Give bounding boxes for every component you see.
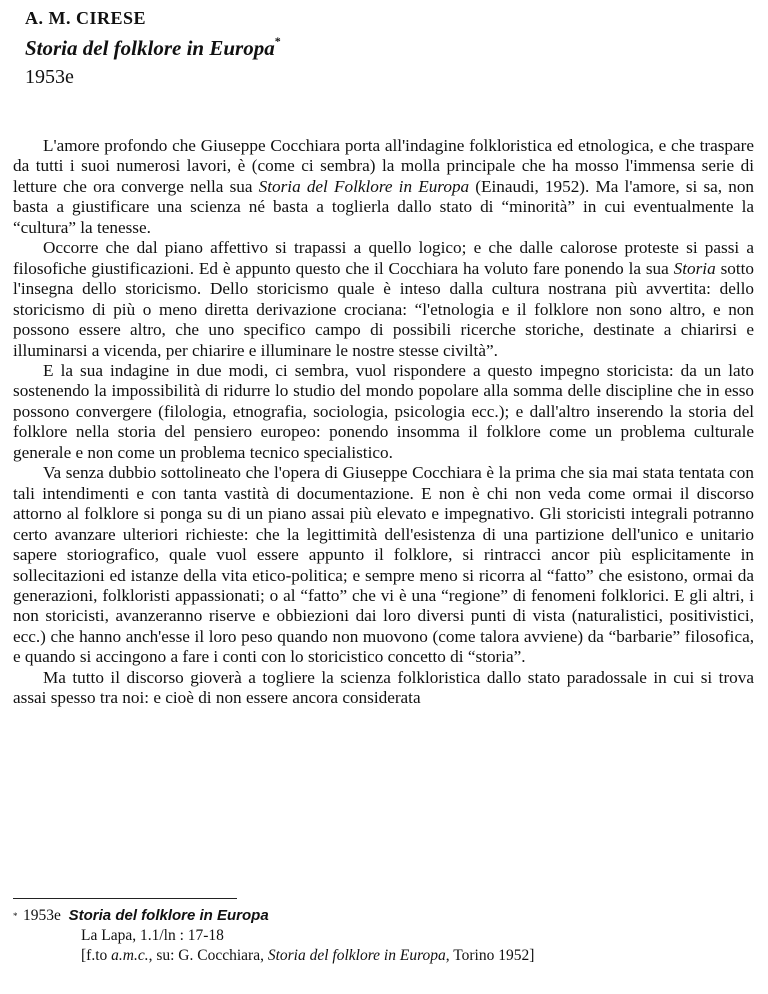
- paragraph-5: Ma tutto il discorso gioverà a togliere la scienza folkloristica dallo stato paradossale in cui si trova assai spesso tra noi: e cioè di non essere ancora considerata: [13, 667, 754, 708]
- article-body: [13, 136, 754, 709]
- paragraph-2: Occorre che dal piano affettivo si trapassi a quello logico; e che dalle calorose proteste si passi a filosofiche giustificazioni. Ed è appunto questo che il Cocchiara ha voluto fare ponendo la sua Storia sotto l'insegna dello storicismo. Dello storicismo quale è inteso dalla cultura nostrana più avvertita: dello storicismo di più o meno diretta derivazione crociana: “l'etnologia e il folklore non sono altro, e non possono essere altro, che uno specifico campo di possibili ricerche storiche, destinate a chiarirsi e illuminarsi a vicenda, per chiarire e illuminare le nostre stesse civiltà”.: [13, 238, 754, 360]
- article-title-text: Storia del folklore in Europa: [25, 36, 275, 60]
- footnote-mark-ref: *: [274, 34, 281, 48]
- footnote-line-2: La Lapa, 1.1/ln : 17-18: [81, 927, 224, 944]
- author-name: A. M. CIRESE: [25, 8, 147, 28]
- footnote-mark: *: [13, 911, 18, 921]
- footnote-year: 1953e: [23, 907, 61, 924]
- footnote-separator: [13, 898, 237, 899]
- article-year: 1953e: [25, 66, 74, 88]
- paragraph-1: L'amore profondo che Giuseppe Cocchiara porta all'indagine folkloristica ed etnologica, e che traspare da tutti i suoi numerosi lavori, è (come ci sembra) la molla principale che ha mosso l'immensa serie di letture che ora converge nella sua Storia del Folklore in Europa (Einaudi, 1952). Ma l'amore, si sa, non basta a giustificare una scienza né basta a toglierla dallo stato di “minorità” in cui eventualmente la “cultura” la tenesse.: [13, 136, 755, 237]
- footnote-line-1: [23, 906, 269, 926]
- paragraph-3: E la sua indagine in due modi, ci sembra, vuol rispondere a questo impegno storicista: da un lato sostenendo la impossibilità di ridurre lo studio del mondo popolare alla somma delle discipline che in esso possono convergere (filologia, etnografia, sociologia, psicologia ecc.); e dall'altro inserendo la storia del folklore nella storia del pensiero europeo: ponendo insomma il folklore come un problema culturale generale e non come un problema tecnico specialistico.: [13, 360, 754, 462]
- article-title: [25, 36, 281, 61]
- paragraph-4: Va senza dubbio sottolineato che l'opera di Giuseppe Cocchiara è la prima che sia mai stata tentata con tali intendimenti e con tanta vastità di documentazione. E non è chi non veda come ormai il discorso attorno al folklore si ponga su di un piano assai più elevato e impegnativo. Gli storicisti integrali potranno certo avanzare ulteriori richieste: che la legittimità dell'esistenza di una partizione dell'unico e unitario sapere storiografico, quale vuol essere appunto il folklore, si rintracci ancor più esplicitamente in sollecitazioni ed istanze della vita etico-politica; e sempre meno si ricorra al “fatto” che esistono, ormai da generazioni, folkloristi appassionati; o al “fatto” che vi è una “regione” di fenomeni folklorici. E gli altri, i non storicisti, avanzeranno riserve e obbiezioni dai loro diversi punti di vista (naturalistici, positivistici, ecc.) che hanno anch'esse il loro peso quando non muovono (come talora avviene) da “barbarie” filosofica, e quando si accingono a fare i conti con lo storicistico concetto di “storia”.: [13, 463, 754, 667]
- footnote-line-3: [f.to a.m.c., su: G. Cocchiara, Storia del folklore in Europa, Torino 1952]: [81, 947, 535, 964]
- footnote-title: Storia del folklore in Europa: [68, 907, 269, 924]
